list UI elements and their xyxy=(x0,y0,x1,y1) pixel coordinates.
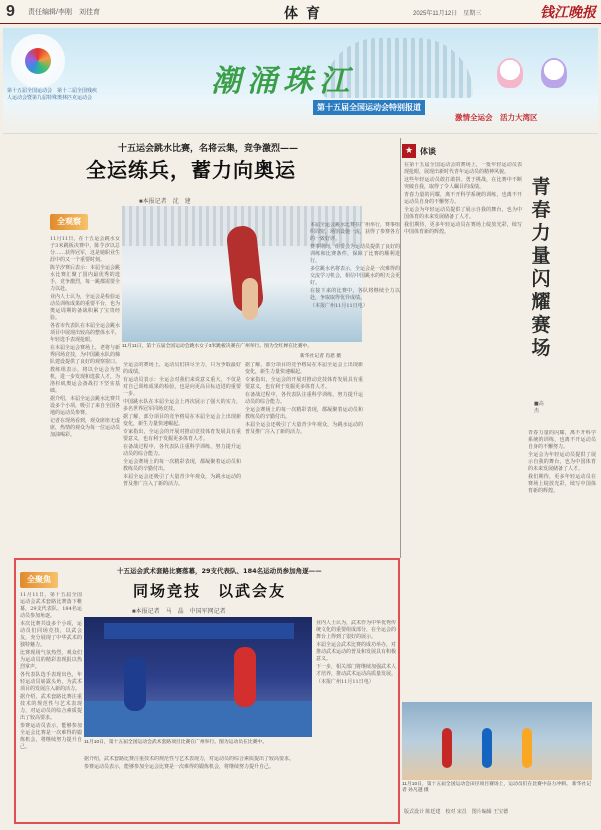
banner-title: 潮涌珠江 xyxy=(211,64,355,99)
paragraph: 全运会赛场上的每一次精彩表现，都凝聚着运动员和教练员的辛勤付出。 xyxy=(123,459,241,472)
paragraph: 全运会为年轻运动员提供了展示自我的舞台，也为中国体育的未来发展储备了人才。 xyxy=(528,452,596,472)
star-icon: ★ xyxy=(402,144,416,158)
paragraph: 中国跳水队在本届全运会上再次展示了强大的实力，多名世界冠军同场竞技。 xyxy=(123,399,241,412)
scoreboard-graphic xyxy=(104,623,294,639)
column-divider xyxy=(400,138,401,558)
paragraph: 参赛运动员表示，能够参加全运会比赛是一次难得的锻炼机会，将继续努力提升自己。 xyxy=(20,723,82,750)
mascot-icon xyxy=(541,58,567,88)
commentary-title: 青春力量闪耀赛场 xyxy=(531,176,551,359)
commentary-author: ■高 杰 xyxy=(534,401,549,414)
paragraph: 本次比赛共设多个小项，运动员们同场竞技，以武会友，充分展现了中华武术的独特魅力。 xyxy=(20,621,82,648)
commentary-body-right xyxy=(528,430,596,696)
paragraph: 全运会赛场上的每一次精彩表现，都凝聚着运动员和教练员的辛勤付出。 xyxy=(245,407,363,420)
paragraph: 据介绍，本届全运会跳水比赛共设多个小项，吸引了来自全国各地的运动员参赛。 xyxy=(50,396,120,416)
banner-subtitle: 第十五届全国运动会特别报道 xyxy=(313,100,425,115)
article2-tag: 全聚焦 xyxy=(20,572,58,588)
caption-credit: 新华社记者 孙凡越 摄 xyxy=(402,782,592,794)
paragraph: 在备战过程中，各代表队注重科学训练，努力提升运动员的综合能力。 xyxy=(123,444,241,457)
article2-kicker: 十五运会武术套路比赛落幕，29支代表队、184名运动员参加角逐—— xyxy=(117,567,322,575)
athletics-photo xyxy=(402,702,592,780)
paragraph: （本报广州11月11日电） xyxy=(316,679,374,685)
paragraph: 赛事期间，组委会为运动员提供了良好的训练和比赛条件，保障了比赛的顺利进行。 xyxy=(310,244,400,264)
article2-column-right xyxy=(316,620,396,820)
paragraph: 业内人士认为，全运会是检验运动员训练成果的重要平台，也为奥运周期的备战积累了宝贵经验。 xyxy=(50,294,120,321)
paragraph: 在第十五届全国运动会的赛场上，一批年轻运动员表现抢眼，展现出新时代青年运动员的精神风貌。 xyxy=(404,162,522,175)
competition-floor xyxy=(84,701,312,737)
paragraph: 比赛现场气氛热烈，观众们为运动员的精彩表现报以热烈掌声。 xyxy=(20,650,82,670)
article2-column-left xyxy=(20,592,82,820)
paragraph: 我们期待，更多年轻运动员在赛场上绽放光彩，续写中国体育新的辉煌。 xyxy=(404,222,522,235)
paragraph: 本届全运会还吸引了大量青少年观众，为跳水运动的普及推广注入了新的活力。 xyxy=(123,474,241,487)
paragraph: 据介绍，武术套路比赛注重技术的规范性与艺术表现力，对运动员的综合素质提出了较高要求。 xyxy=(20,694,82,721)
paragraph: 青春力量的闪耀，离不开科学系统的训练，也离不开运动员自身的不懈努力。 xyxy=(528,430,596,450)
commentary-head: 体谈 xyxy=(420,147,436,156)
runner-figure xyxy=(482,728,492,768)
section-title: 体育 xyxy=(284,6,328,22)
paragraph: （本报广州11月11日电） xyxy=(310,303,368,309)
paragraph: 专家指出，全运会的开展对推动竞技体育发展具有重要意义，也有利于发掘更多体育人才。 xyxy=(245,377,363,390)
editor-meta: 责任编辑/李刚 刘佳育 xyxy=(28,9,100,16)
paragraph: 全运会为年轻运动员提供了展示自我的舞台，也为中国体育的未来发展储备了人才。 xyxy=(404,207,522,220)
paragraph: 有运动员表示：全运会对我们来说意义重大，不仅是对自己训练成果的检验，也是向更高目标迈进的重要一步。 xyxy=(123,377,241,397)
newspaper-masthead: 钱江晚报 xyxy=(540,5,596,21)
diving-photo-caption: 11月11日，第十五届全国运动会跳水女子3米跳板决赛在广州举行。图为全红婵在比赛中。 xyxy=(122,344,313,349)
article1-byline: ■本报记者 沈 建 xyxy=(139,199,191,205)
paragraph: 在备战过程中，各代表队注重科学训练，努力提升运动员的综合能力。 xyxy=(245,392,363,405)
paragraph: 教练组表示，将以全运会为契机，进一步发现和选拔人才，为洛杉矶奥运会备战打下坚实基础。 xyxy=(50,367,120,394)
paragraph: 全运会的赛场上，运动员们拼尽全力，只为争取最好的成绩。 xyxy=(123,362,241,375)
athlete-figure xyxy=(124,657,146,711)
paragraph: 各省市代表队在本届全运会跳水项目中展现出较高的整体水平，年轻选手表现抢眼。 xyxy=(50,323,120,343)
paragraph: 记者在现场看到，观众席座无虚席，热情的观众为每一位运动员加油喝彩。 xyxy=(50,418,120,438)
special-report-banner xyxy=(3,28,598,134)
banner-slogan: 激情全运会 活力大湾区 xyxy=(455,113,538,122)
paragraph: 青春力量的闪耀，离不开科学系统的训练，也离不开运动员自身的不懈努力。 xyxy=(404,192,522,205)
wushu-photo-caption: 11月10日，第十五届全国运动会武术套路项目比赛在广州举行。图为运动员在比赛中。 xyxy=(84,740,268,745)
paragraph: 据了解，部分项目的竞争格局在本届全运会上出现新变化，新生力量快速崛起。 xyxy=(123,414,241,427)
athlete-figure xyxy=(234,647,256,707)
mascot-icon xyxy=(497,58,523,88)
article2-headline: 同场竞技 以武会友 xyxy=(133,582,287,600)
diver-legs xyxy=(242,278,258,320)
article1-kicker: 十五运会跳水比赛，名将云集，竞争激烈—— xyxy=(118,144,299,154)
paragraph: 据介绍，武术套路比赛注重技术的规范性与艺术表现力，对运动员的综合素质提出了较高要求。 xyxy=(84,756,295,762)
paragraph: 据了解，部分项目的竞争格局在本届全运会上出现新变化，新生力量快速崛起。 xyxy=(245,362,363,375)
page-footer: 版式设计 陈廷建 校对 宋昌 图片编辑 王宝德 xyxy=(404,809,509,815)
paragraph: 我们期待，更多年轻运动员在赛场上绽放光彩，续写中国体育新的辉煌。 xyxy=(528,474,596,494)
paragraph: 11月11日，第十五届全国运动会武术套路比赛落下帷幕，29支代表队、184名运动员参加角逐。 xyxy=(20,592,82,619)
article1-tag: 全观察 xyxy=(50,214,88,230)
commentary-body xyxy=(404,162,522,696)
paragraph: 本届全运会武术比赛的成功举办，对推动武术运动的普及和发展具有积极意义。 xyxy=(316,642,396,662)
paragraph: 11月11日，在十五运会跳水女子3米跳板决赛中，陈芋汐以总分……获得冠军，这是她职业生涯中的又一个重要时刻。 xyxy=(50,236,120,263)
article1-column-left xyxy=(50,236,120,554)
runner-figure xyxy=(522,728,532,768)
games-logo-caption: 第十五届全国运动会 第十二届全国残疾人运动会暨第九届特殊奥林匹克运动会 xyxy=(7,88,98,101)
issue-date: 2025年11月12日 星期三 xyxy=(413,11,482,17)
paragraph: 本届全运会还吸引了大量青少年观众，为跳水运动的普及推广注入了新的活力。 xyxy=(245,422,363,435)
article2-byline: ■本报记者 马 晶 中国军网记者 xyxy=(132,609,226,615)
paragraph: 在本届全运会赛场上，老将与新秀同场竞技，为中国跳水队的梯队建设提供了良好的观察窗口。 xyxy=(50,345,120,365)
article1-column-mid xyxy=(123,362,241,552)
article1-column-right xyxy=(310,222,400,552)
paragraph: 下一步，相关部门将继续加强武术人才培养，推动武术运动高质量发展。 xyxy=(316,664,396,677)
diving-photo-credit: 新华社记者 肖恩 摄 xyxy=(300,354,342,359)
paragraph: 专家指出，全运会的开展对推动竞技体育发展具有重要意义，也有利于发掘更多体育人才。 xyxy=(123,429,241,442)
paragraph: 陈芋汐赛后表示：本届全运会跳水比赛汇聚了国内最优秀的选手，竞争激烈，每一跳都需要全力以赴。 xyxy=(50,265,120,292)
runner-figure xyxy=(442,728,452,768)
page-number: 9 xyxy=(6,3,15,20)
games-logo-icon xyxy=(11,34,65,88)
paragraph: 本届全运会跳水比赛在广州举行，赛事组织周密，场馆设施一流，获得了参赛各方的一致好评。 xyxy=(310,222,400,242)
athletics-photo-caption xyxy=(402,782,592,794)
caption-text: 11月10日，第十五届全国运动会田径项目赛场上，运动员们在比赛中奋力冲刺。 xyxy=(402,782,571,787)
article2-column-bottom xyxy=(84,756,312,820)
paragraph: 参赛运动员表示，能够参加全运会比赛是一次难得的锻炼机会，将继续努力提升自己。 xyxy=(84,764,275,770)
paragraph: 各代表队选手表现出色，年轻运动员崭露头角，为武术项目的发展注入新的活力。 xyxy=(20,672,82,692)
paragraph: 在接下来的比赛中，各队将继续全力以赴，争取取得优异成绩。 xyxy=(310,288,400,301)
paragraph: 业内人士认为，武术作为中华优秀传统文化的重要组成部分，在全运会的舞台上得到了很好的展示。 xyxy=(316,620,396,640)
paragraph: 多位跳水名将表示，全运会是一次难得的交流学习机会，相信中国跳水的明天会更好。 xyxy=(310,266,400,286)
wushu-photo xyxy=(84,617,312,737)
article1-headline: 全运练兵，蓄力向奥运 xyxy=(86,158,296,182)
paragraph: 这些年轻运动员敢打敢拼、勇于挑战，在比赛中不断突破自我，取得了令人瞩目的成绩。 xyxy=(404,177,522,190)
